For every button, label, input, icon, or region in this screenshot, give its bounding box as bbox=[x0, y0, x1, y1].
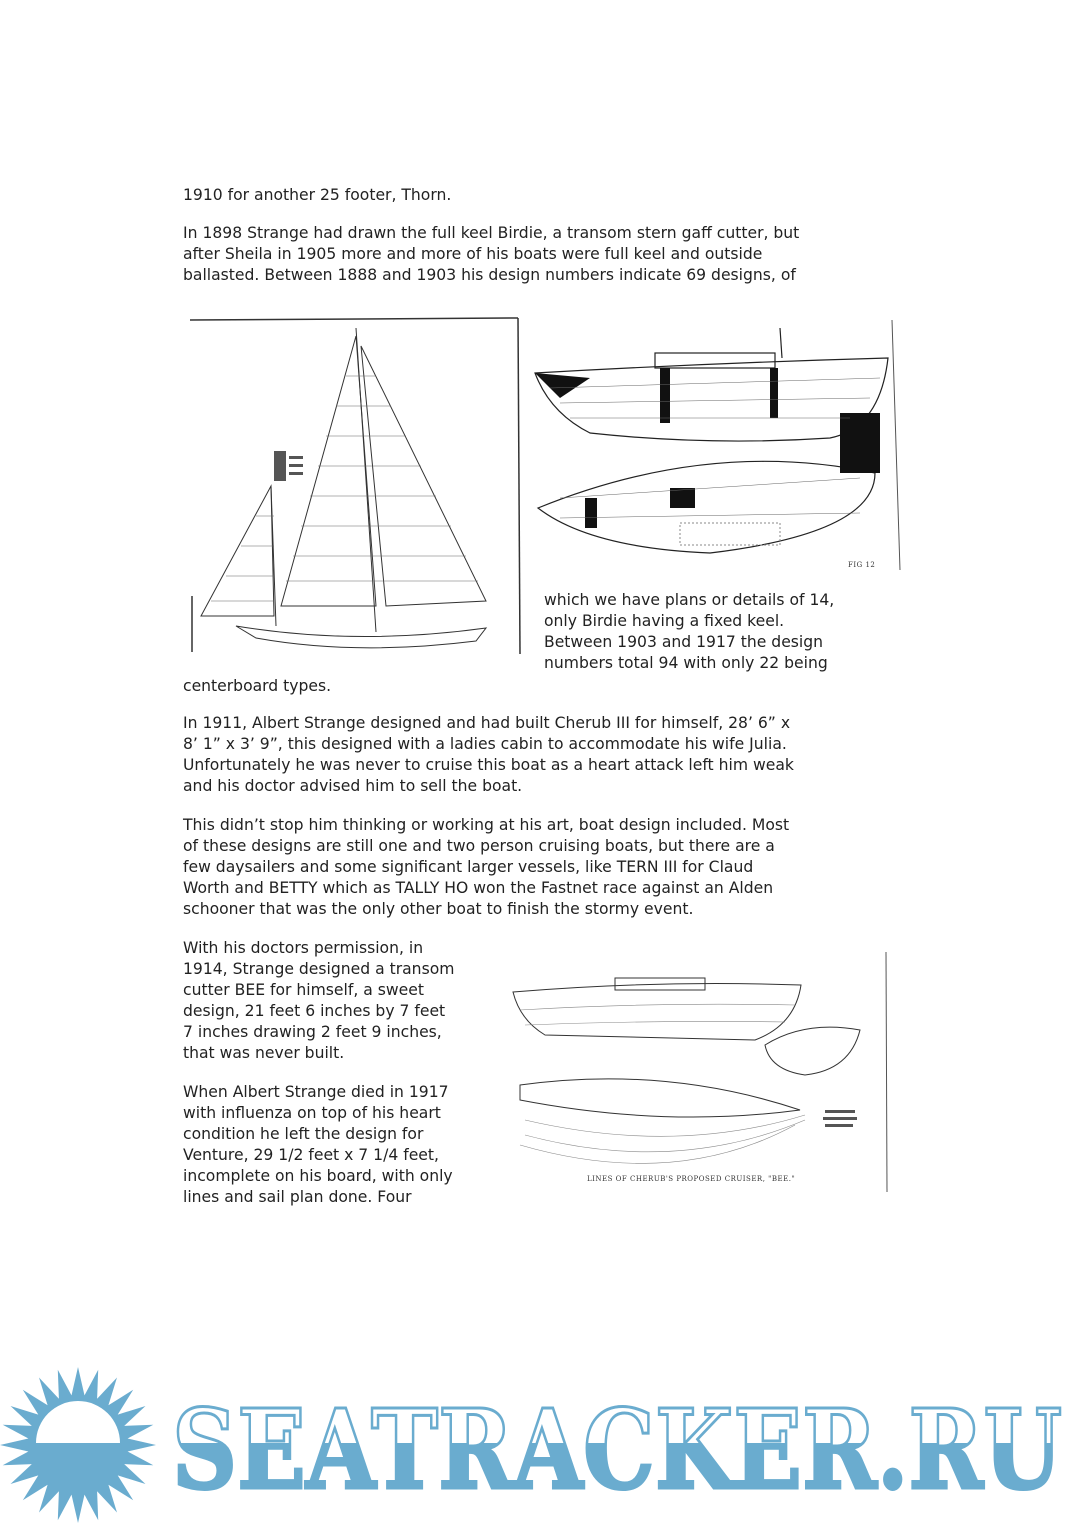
paragraph-3: which we have plans or details of 14, only Birdie having a fixed keel. Between 1903 and 1917 the design numbers total 94 with only 22 being bbox=[544, 591, 835, 672]
paragraph-5: In 1911, Albert Strange designed and had built Cherub III for himself, 28’ 6” x 8’ 1” x 3’ 9”, this designed with a ladies cabin to accommodate his wife Julia. Unfortunately he was never to cruise this boat as a heart attack left him weak and his doctor advised him to sell the boat. bbox=[183, 714, 794, 795]
paragraph-1: 1910 for another 25 footer, Thorn. bbox=[183, 186, 452, 204]
figure-12-label: FIG 12 bbox=[848, 561, 876, 569]
paragraph-2: In 1898 Strange had drawn the full keel Birdie, a transom stern gaff cutter, but after Sheila in 1905 more and more of his boats were full keel and outside ballasted. Between 1888 and 1903 his design numbers indicate 69 designs, of bbox=[183, 224, 800, 284]
paragraph-7: With his doctors permission, in 1914, Strange designed a transom cutter BEE for himself, a sweet design, 21 feet 6 inches by 7 feet 7 inches drawing 2 feet 9 inches, that was never built. bbox=[183, 939, 455, 1062]
svg-text:SEATRACKER.RU: SEATRACKER.RU bbox=[172, 1385, 1062, 1514]
paragraph-8: When Albert Strange died in 1917 with influenza on top of his heart condition he left the design for Venture, 29 1/2 feet x 7 1/4 feet, incomplete on his board, with only lines and sail plan done. Four bbox=[183, 1083, 453, 1206]
seatracker-watermark-logo bbox=[0, 1365, 1080, 1527]
sun-icon bbox=[0, 1367, 156, 1523]
sail-plan-drawing bbox=[186, 316, 522, 658]
bee-lines-drawing bbox=[505, 950, 890, 1196]
paragraph-4: centerboard types. bbox=[183, 677, 332, 695]
bee-figure-caption: LINES OF CHERUB'S PROPOSED CRUISER, "BEE." bbox=[587, 1175, 796, 1183]
cabin-plan-drawing bbox=[530, 318, 902, 572]
paragraph-6: This didn’t stop him thinking or working at his art, boat design included. Most of these designs are still one and two person cruising boats, but there are a few daysailers and some significant larger vessels, like TERN III for Claud Worth and BETTY which as TALLY HO won the Fastnet race against an Alden schooner that was the only other boat to finish the stormy event. bbox=[183, 816, 790, 918]
